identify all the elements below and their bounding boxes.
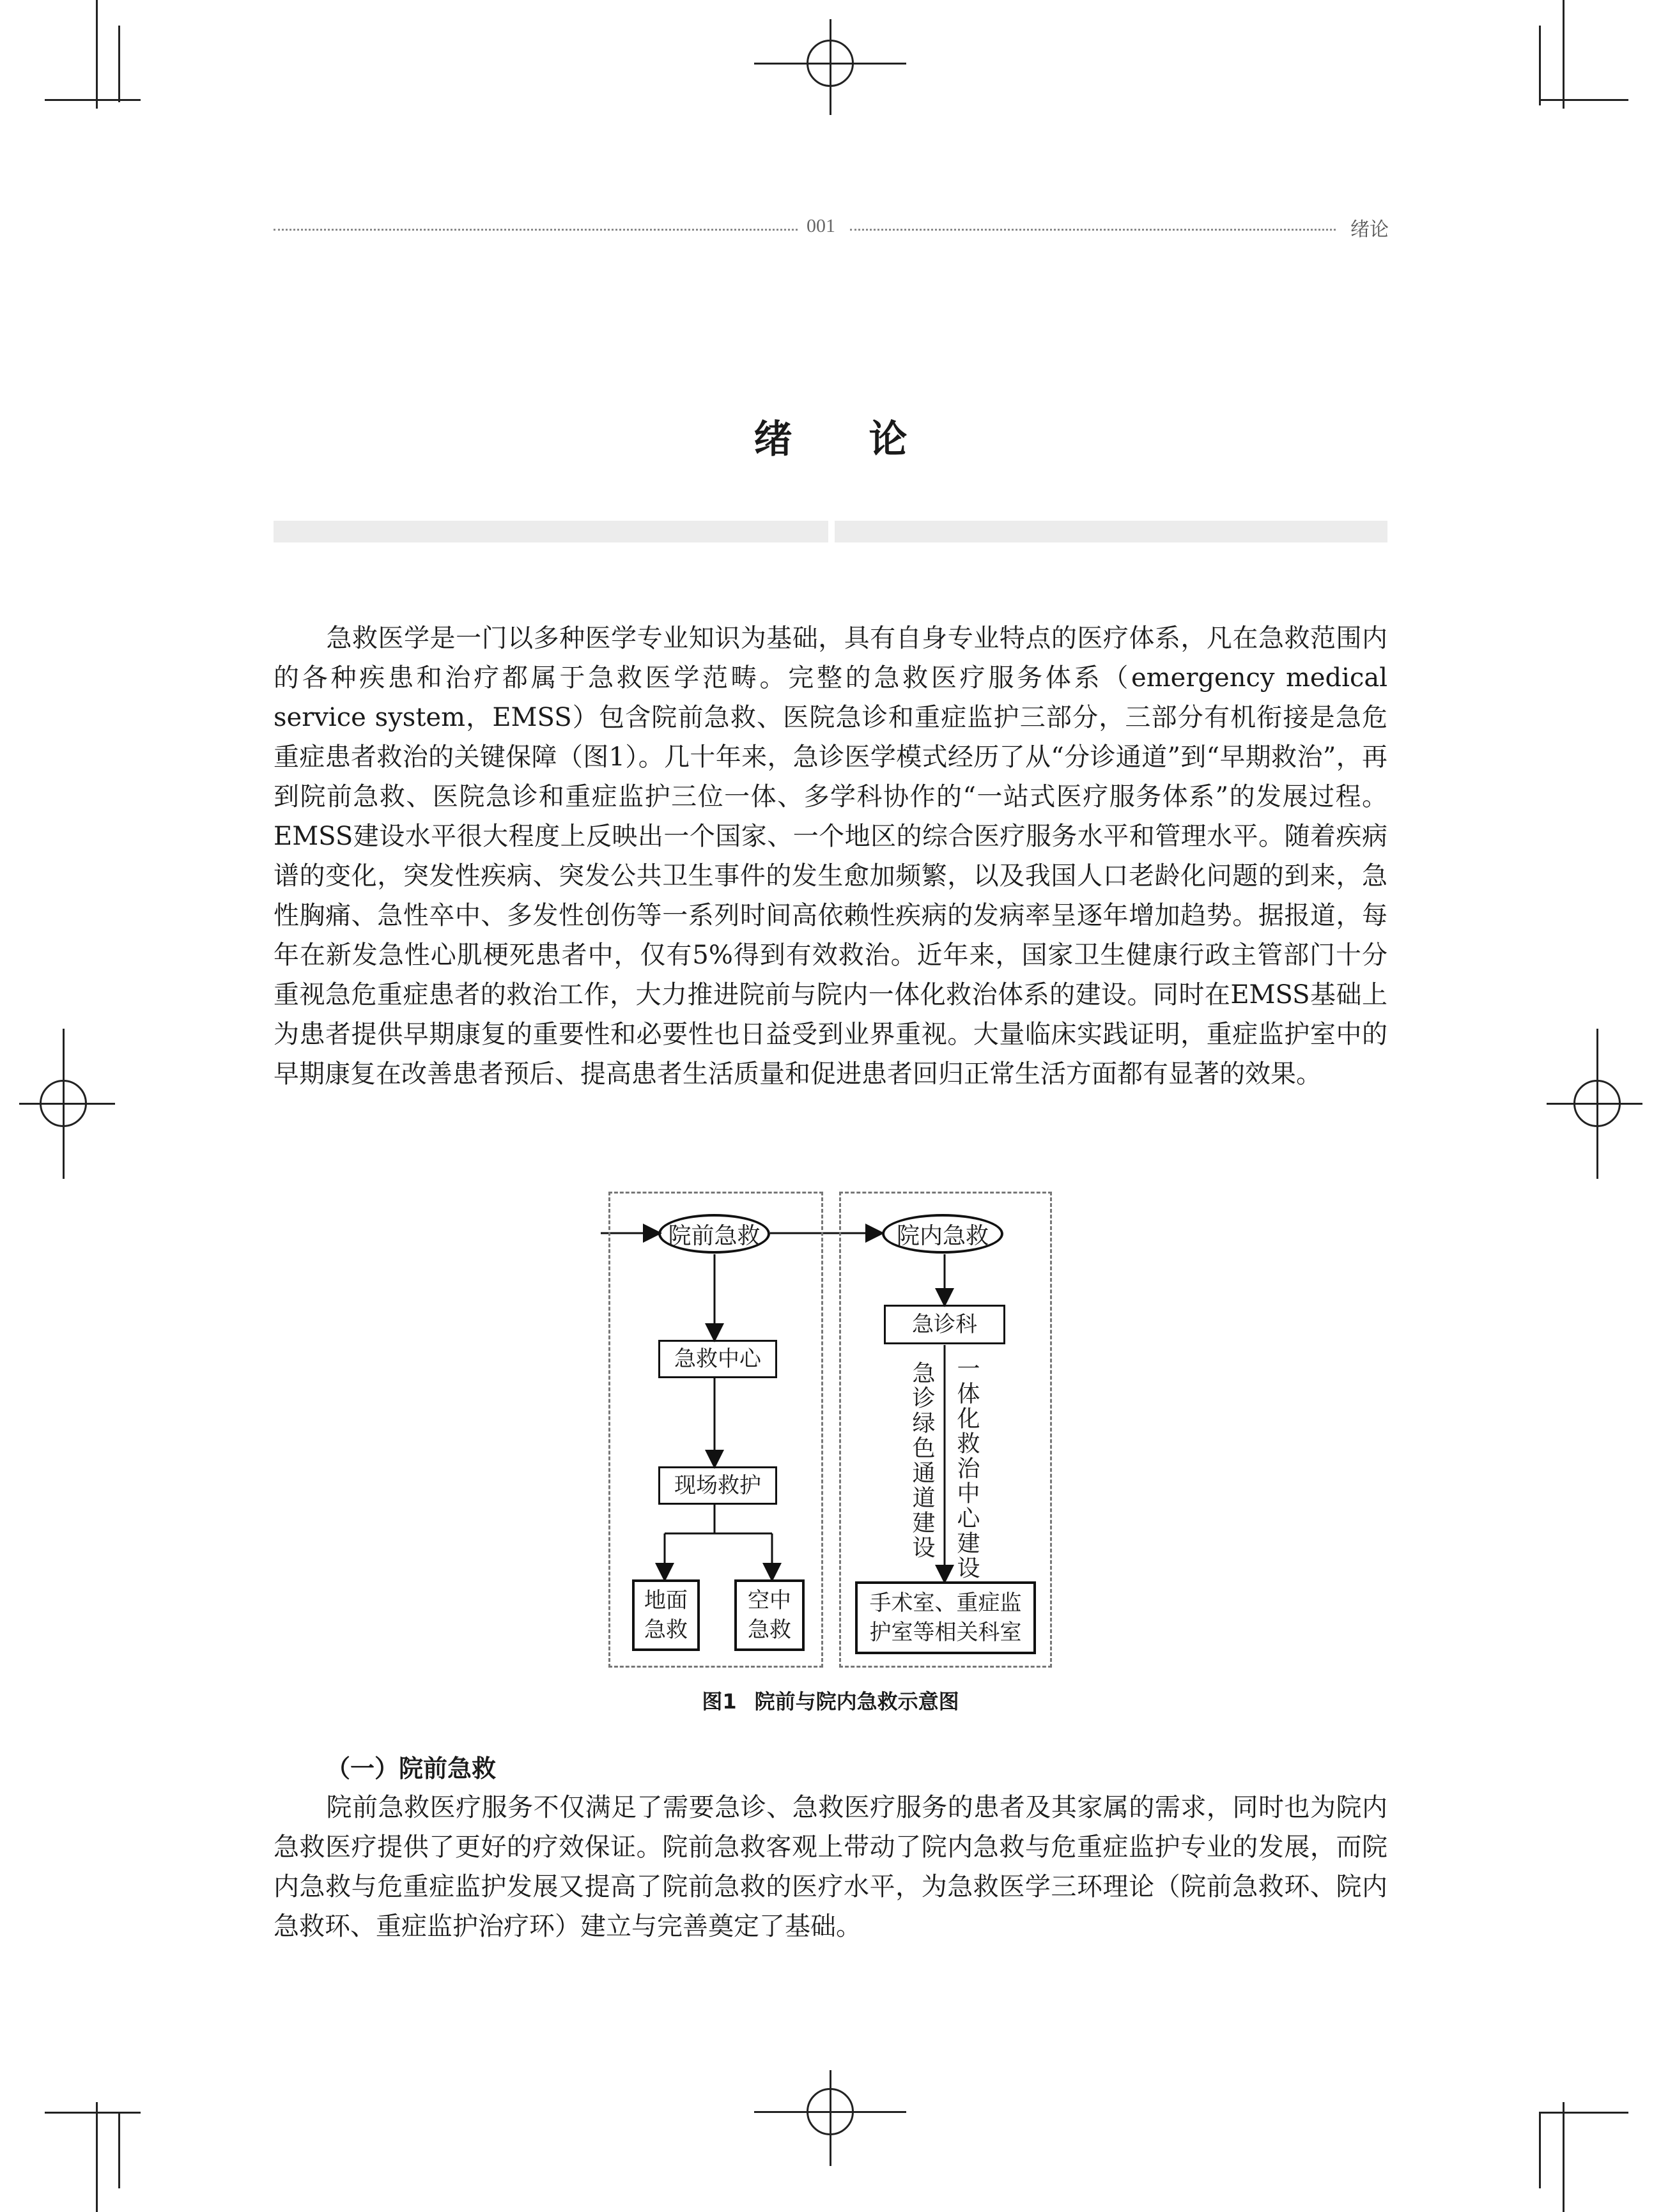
chapter-title: 绪论 xyxy=(753,417,984,462)
surgery-icu-box: 手术室、重症监护室等相关科室 xyxy=(855,1581,1036,1654)
header-page-number: 001 xyxy=(807,215,835,236)
header-rule-left xyxy=(274,229,798,231)
inhospital-oval: 院内急救 xyxy=(882,1214,1003,1254)
crop-mark xyxy=(96,2102,98,2212)
crop-mark xyxy=(1539,2112,1541,2188)
emergency-dept-box: 急诊科 xyxy=(884,1305,1005,1344)
figure-flowchart xyxy=(601,1185,1061,1671)
caption-number: 图1 xyxy=(702,1689,737,1714)
crop-mark xyxy=(45,2112,141,2114)
title-bar-left xyxy=(274,521,828,542)
registration-line xyxy=(19,1103,115,1105)
crop-mark xyxy=(45,99,141,101)
registration-line xyxy=(830,19,831,115)
emergency-center-box: 急救中心 xyxy=(658,1340,777,1378)
registration-line xyxy=(1547,1103,1642,1105)
section-heading: （一）院前急救 xyxy=(326,1755,497,1783)
section-paragraph xyxy=(274,1788,1387,1946)
air-rescue-box: 空中急救 xyxy=(734,1579,805,1651)
crop-mark xyxy=(118,26,120,102)
intro-paragraph-text: 急救医学是一门以多种医学专业知识为基础，具有自身专业特点的医疗体系，凡在急救范围内的各种疾患和治疗都属于急救医学范畴。完整的急救医疗服务体系（emergency medical service system，EMSS）包含院前急救、医院急诊和重症监护三部分，三部分有机衔接是急危重症患者救治的关键保障（图1）。几十年来，急诊医学模式经历了从“分诊通道”到“早期救治”，再到院前急救、医院急诊和重症监护三位一体、多学科协作的“一站式医疗服务体系”的发展过程。EMSS建设水平很大程度上反映出一个国家、一个地区的综合医疗服务水平和管理水平。随着疾病谱的变化，突发性疾病、突发公共卫生事件的发生愈加频繁，以及我国人口老龄化问题的到来，急性胸痛、急性卒中、多发性创伤等一系列时间高依赖性疾病的发病率呈逐年增加趋势。据报道，每年在新发急性心肌梗死患者中，仅有5%得到有效救治。近年来，国家卫生健康行政主管部门十分重视急危重症患者的救治工作，大力推进院前与院内一体化救治体系的建设。同时在EMSS基础上为患者提供早期康复的重要性和必要性也日益受到业界重视。大量临床实践证明，重症监护室中的早期康复在改善患者预后、提高患者生活质量和促进患者回归正常生活方面都有显著的效果。 xyxy=(274,624,1387,1089)
crop-mark xyxy=(1539,2112,1628,2114)
registration-line xyxy=(830,2070,831,2166)
section-paragraph-text: 院前急救医疗服务不仅满足了需要急诊、急救医疗服务的患者及其家属的需求，同时也为院内急救医疗提供了更好的疗效保证。院前急救客观上带动了院内急救与危重症监护专业的发展，而院内急救与危重症监护发展又提高了院前急救的医疗水平，为急救医学三环理论（院前急救环、院内急救环、重症监护治疗环）建立与完善奠定了基础。 xyxy=(274,1793,1387,1941)
crop-mark xyxy=(96,0,98,109)
title-bar-right xyxy=(835,521,1387,542)
figure-caption xyxy=(0,1686,1661,1715)
integrated-center-label: 一体化救治中心建设 xyxy=(954,1356,980,1581)
crop-mark xyxy=(1539,26,1541,105)
onsite-care-box: 现场救护 xyxy=(658,1466,777,1505)
crop-mark xyxy=(1539,99,1628,101)
registration-line xyxy=(63,1029,65,1179)
header-running-title: 绪论 xyxy=(1350,219,1389,241)
registration-line xyxy=(1596,1029,1598,1179)
crop-mark xyxy=(1563,0,1564,109)
caption-text: 院前与院内急救示意图 xyxy=(754,1689,959,1714)
crop-mark xyxy=(118,2112,120,2188)
crop-mark xyxy=(1563,2102,1564,2212)
ground-rescue-box: 地面急救 xyxy=(632,1579,700,1651)
intro-paragraph xyxy=(274,618,1387,1094)
green-channel-label: 急诊绿色通道建设 xyxy=(909,1361,935,1560)
prehospital-oval: 院前急救 xyxy=(658,1214,770,1254)
header-rule-right xyxy=(850,229,1336,231)
